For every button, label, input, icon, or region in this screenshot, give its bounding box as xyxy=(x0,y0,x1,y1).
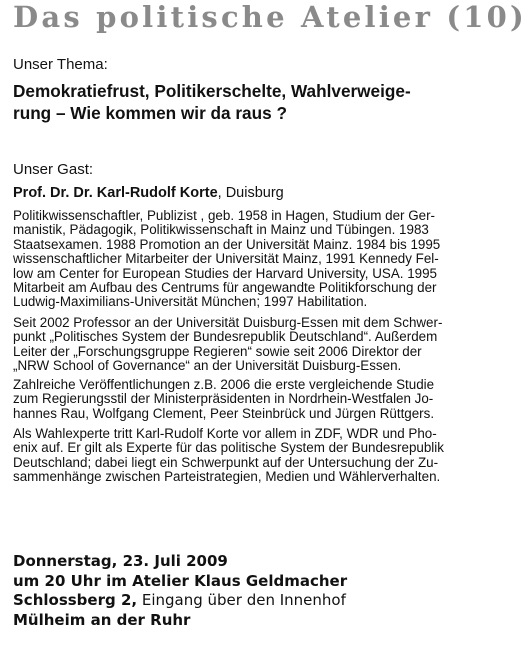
bio-paragraph-media xyxy=(13,427,523,485)
bio-line: low am Center for European Studies der Harvard University, USA. 1995 xyxy=(13,265,437,281)
bio-line: Als Wahlexperte tritt Karl-Rudolf Korte vor allem in ZDF, WDR und Pho- xyxy=(13,426,437,441)
bio-paragraph-career xyxy=(13,209,523,310)
bio-line: Staatsexamen. 1988 Promotion an der Universität Mainz. 1984 bis 1995 xyxy=(13,236,441,252)
bio-line: hannes Rau, Wolfgang Clement, Peer Steinbrück und Jürgen Rüttgers. xyxy=(13,405,435,421)
bio-paragraph-professorship xyxy=(13,316,523,374)
bio-line: Mitarbeit am Aufbau des Centrums für angewandte Politikforschung der xyxy=(13,280,437,296)
bio-line: punkt „Politisches System der Bundesrepublik Deutschland“. Außerdem xyxy=(13,329,438,345)
topic-label: Unser Thema: xyxy=(13,56,108,73)
bio-line: Seit 2002 Professor an der Universität Duisburg-Essen mit dem Schwer- xyxy=(13,315,443,330)
bio-line: enix auf. Er gilt als Experte für das politische System der Bundesrepublik xyxy=(13,440,444,456)
bio-line: wissenschaftlicher Mitarbeiter der Universität Mainz, 1991 Kennedy Fel- xyxy=(13,251,439,267)
bio-line: Politikwissenschaftler, Publizist , geb. 1958 in Hagen, Studium der Ger- xyxy=(13,208,436,223)
topic-line: rung – Wie kommen wir da raus ? xyxy=(13,103,287,123)
event-street: Schlossberg 2, xyxy=(13,591,138,609)
bio-line: Zahlreiche Veröffentlichungen z.B. 2006 die erste vergleichende Studie xyxy=(13,377,435,392)
page-title: Das politische Atelier (10) xyxy=(13,0,527,34)
bio-line: Leiter der „Forschungsgruppe Regieren“ sowie seit 2006 Direktor der xyxy=(13,343,422,359)
guest-label: Unser Gast: xyxy=(13,161,94,178)
guest-name: Prof. Dr. Dr. Karl-Rudolf Korte xyxy=(13,185,218,201)
bio-line: „NRW School of Governance“ an der Universität Duisburg-Essen. xyxy=(13,358,402,374)
guest-location: , Duisburg xyxy=(217,185,284,201)
topic-heading xyxy=(13,80,518,124)
bio-line: manistik, Pädagogik, Politikwissenschaft in Mainz und Tübingen. 1983 xyxy=(13,222,429,238)
event-date: Donnerstag, 23. Juli 2009 xyxy=(13,552,228,570)
bio-paragraph-publications xyxy=(13,378,523,421)
guest-heading xyxy=(13,184,284,202)
topic-line: Demokratiefrust, Politikerschelte, Wahlverweige- xyxy=(13,81,411,101)
bio-line: Deutschland; dabei liegt ein Schwerpunkt auf der Untersuchung der Zu- xyxy=(13,454,439,470)
event-city: Mülheim an der Ruhr xyxy=(13,610,191,629)
event-entrance: Eingang über den Innenhof xyxy=(137,591,346,609)
bio-line: sammenhänge zwischen Parteistrategien, Medien und Wählerverhalten. xyxy=(13,469,441,485)
event-time-place: um 20 Uhr im Atelier Klaus Geldmacher xyxy=(13,571,348,590)
bio-line: zum Regierungsstil der Ministerpräsidenten in Nordrhein-Westfalen Jo- xyxy=(13,391,434,407)
event-details xyxy=(13,552,347,630)
bio-line: Ludwig-Maximilians-Universität München; 1997 Habilitation. xyxy=(13,294,368,310)
